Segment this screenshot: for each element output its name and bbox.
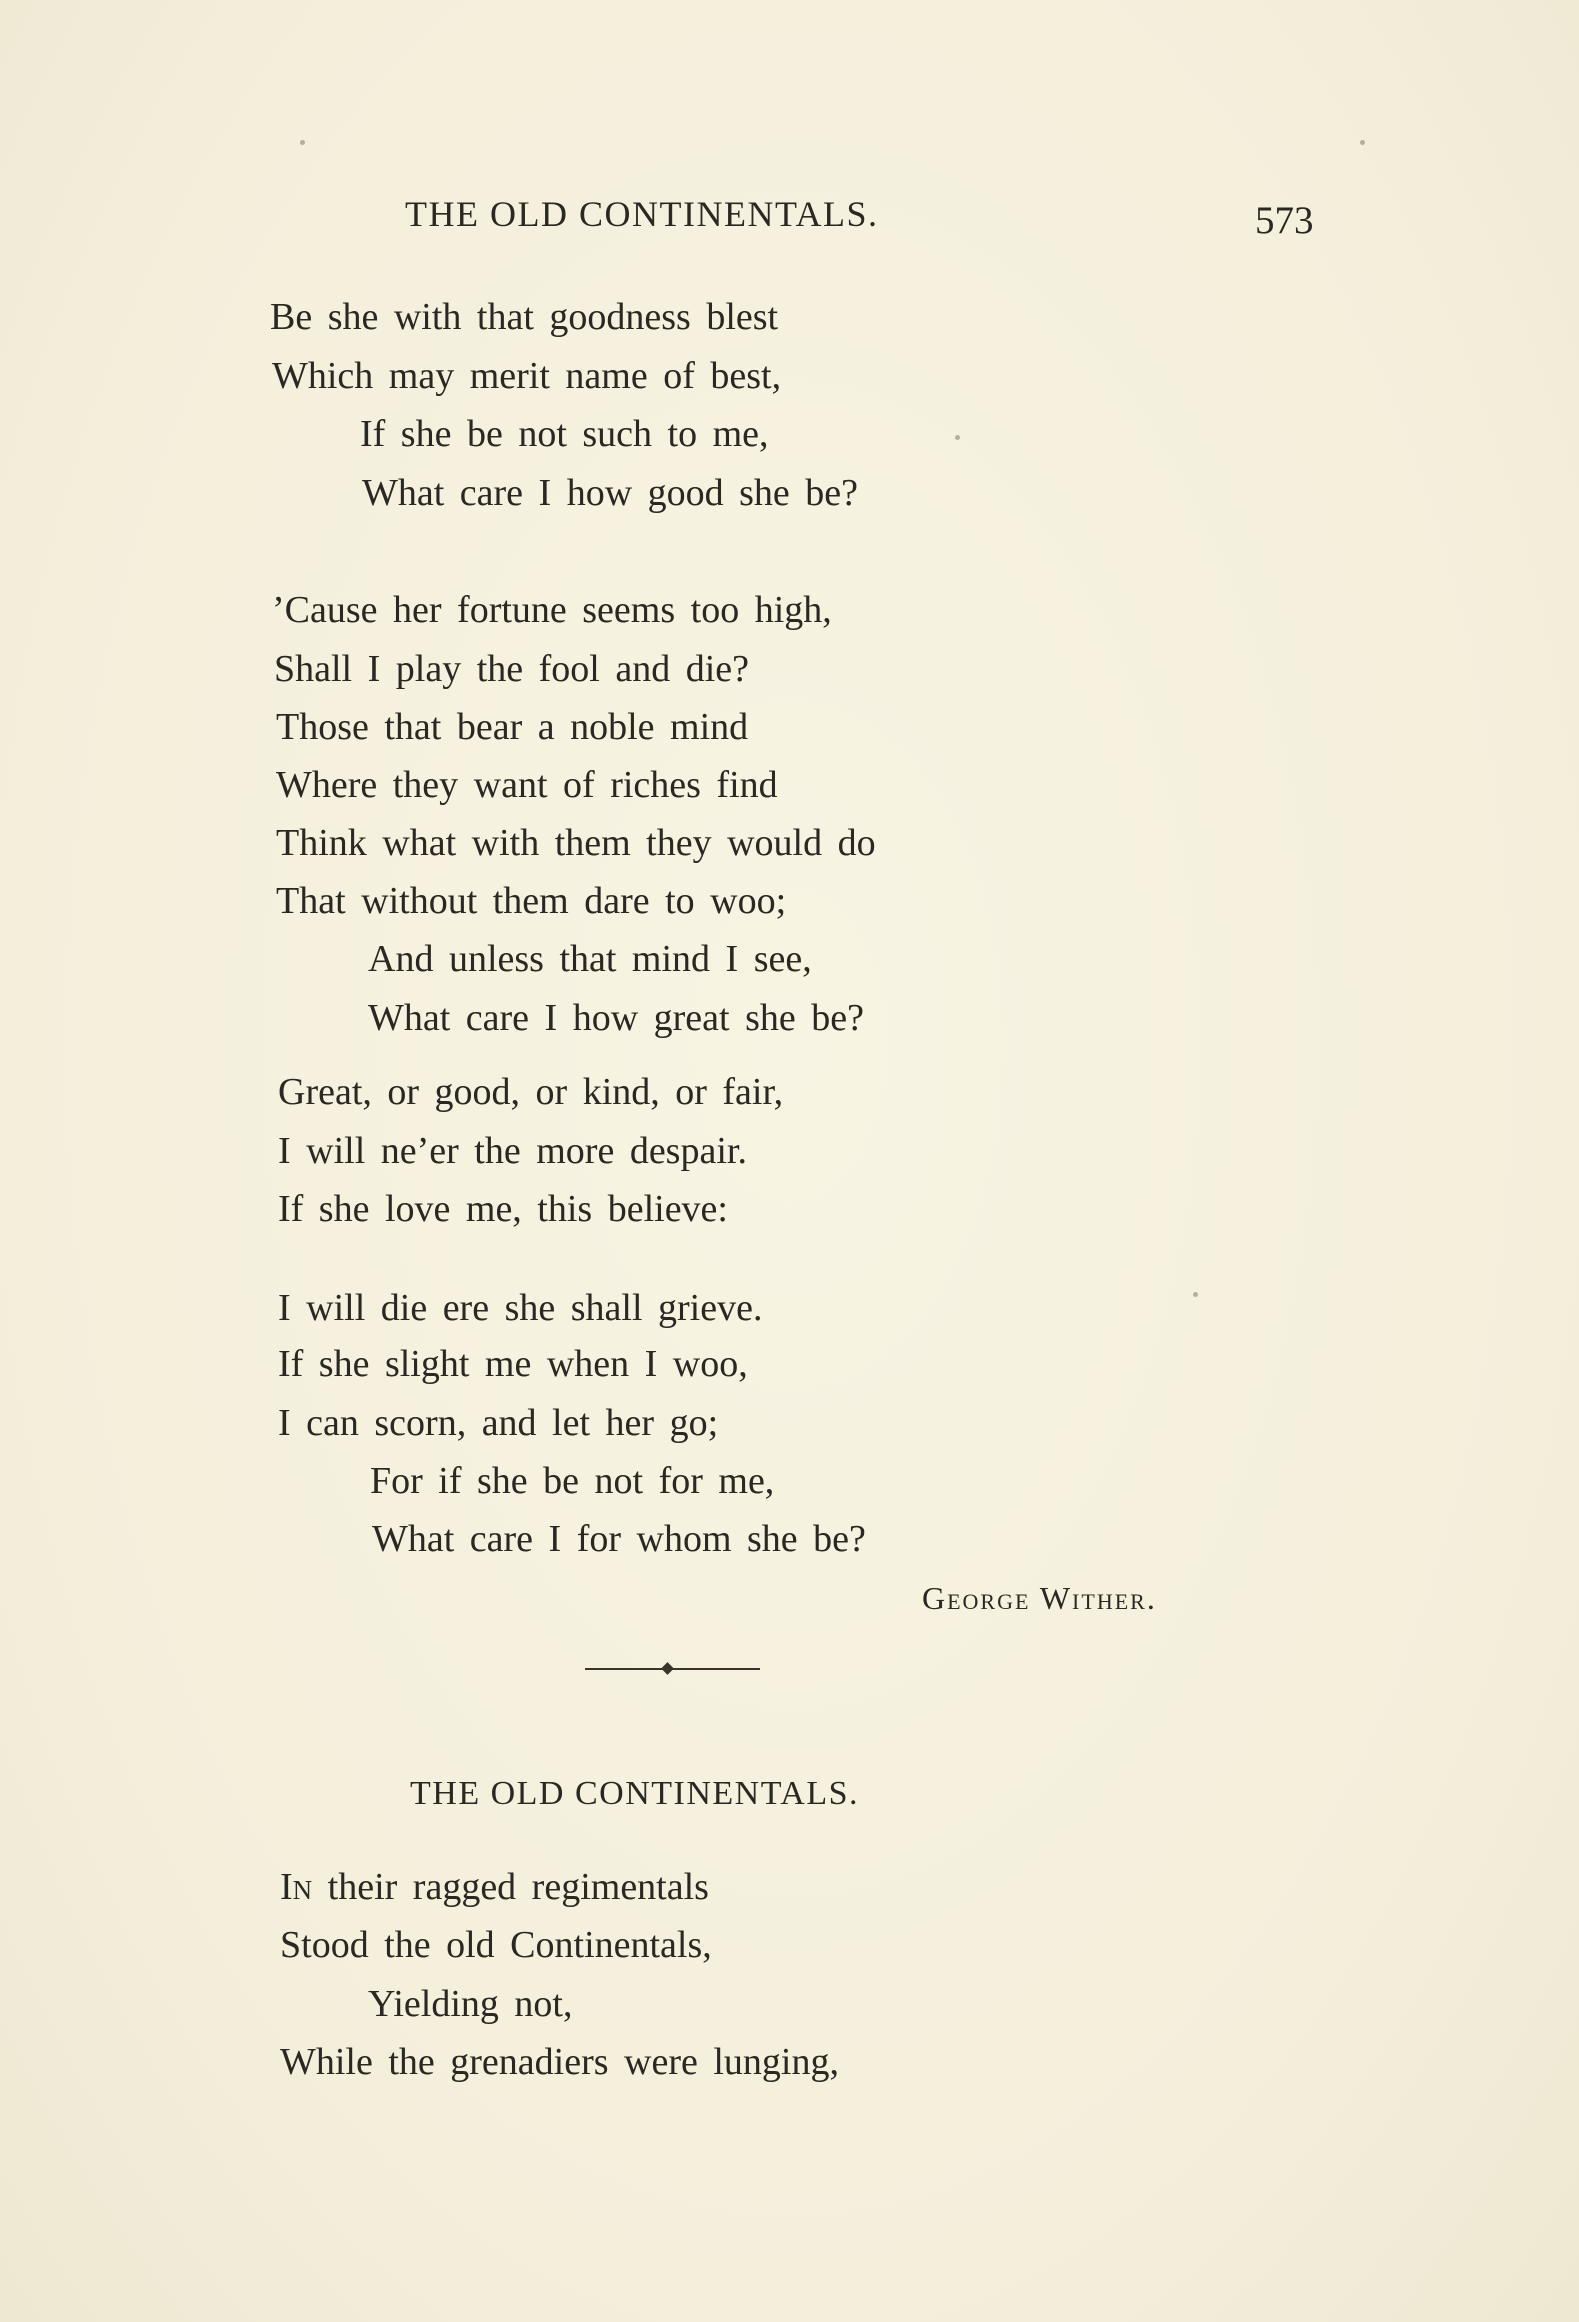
page-number: 573 xyxy=(1255,199,1314,242)
poem-line: For if she be not for me, xyxy=(370,1460,775,1502)
poem-line: If she be not such to me, xyxy=(360,413,769,455)
poem-line: What care I how good she be? xyxy=(362,472,859,514)
poem-line: Great, or good, or kind, or fair, xyxy=(278,1071,784,1113)
paper-speck xyxy=(955,435,960,440)
paper-speck xyxy=(300,140,305,145)
poem-line: Think what with them they would do xyxy=(276,822,876,864)
section-divider-ornament xyxy=(585,1663,760,1673)
poem-line: Those that bear a noble mind xyxy=(276,706,749,748)
poem-line: While the grenadiers were lunging, xyxy=(280,2041,839,2083)
diamond-icon xyxy=(661,1662,674,1675)
poem-line: I will ne’er the more despair. xyxy=(278,1130,747,1172)
poem-line: Stood the old Continentals, xyxy=(280,1924,712,1966)
poem-line: Which may merit name of best, xyxy=(272,355,782,397)
poem-line: Be she with that goodness blest xyxy=(270,296,779,338)
poem-line: Shall I play the fool and die? xyxy=(274,648,749,690)
poem-line-text: their ragged regimentals xyxy=(312,1866,709,1908)
author-attribution: George Wither. xyxy=(922,1580,1157,1616)
drop-lead-word: In xyxy=(280,1866,313,1908)
paper-speck xyxy=(1193,1292,1198,1297)
poem-line: ’Cause her fortune seems too high, xyxy=(272,589,832,631)
running-head: THE OLD CONTINENTALS. xyxy=(405,194,879,234)
poem-line: What care I for whom she be? xyxy=(372,1518,866,1560)
paper-speck xyxy=(1360,140,1365,145)
poem-line: That without them dare to woo; xyxy=(276,880,787,922)
poem-line: Where they want of riches find xyxy=(276,764,778,806)
poem-line: I will die ere she shall grieve. xyxy=(278,1287,763,1329)
poem-line: And unless that mind I see, xyxy=(368,938,812,980)
poem-line: Yielding not, xyxy=(368,1983,573,2025)
poem-line: I can scorn, and let her go; xyxy=(278,1402,719,1444)
poem-line xyxy=(280,1868,709,1906)
poem-line: If she slight me when I woo, xyxy=(278,1343,748,1385)
poem-line: If she love me, this believe: xyxy=(278,1188,728,1230)
poem-line: What care I how great she be? xyxy=(368,997,864,1039)
poem-title: THE OLD CONTINENTALS. xyxy=(410,1775,859,1812)
